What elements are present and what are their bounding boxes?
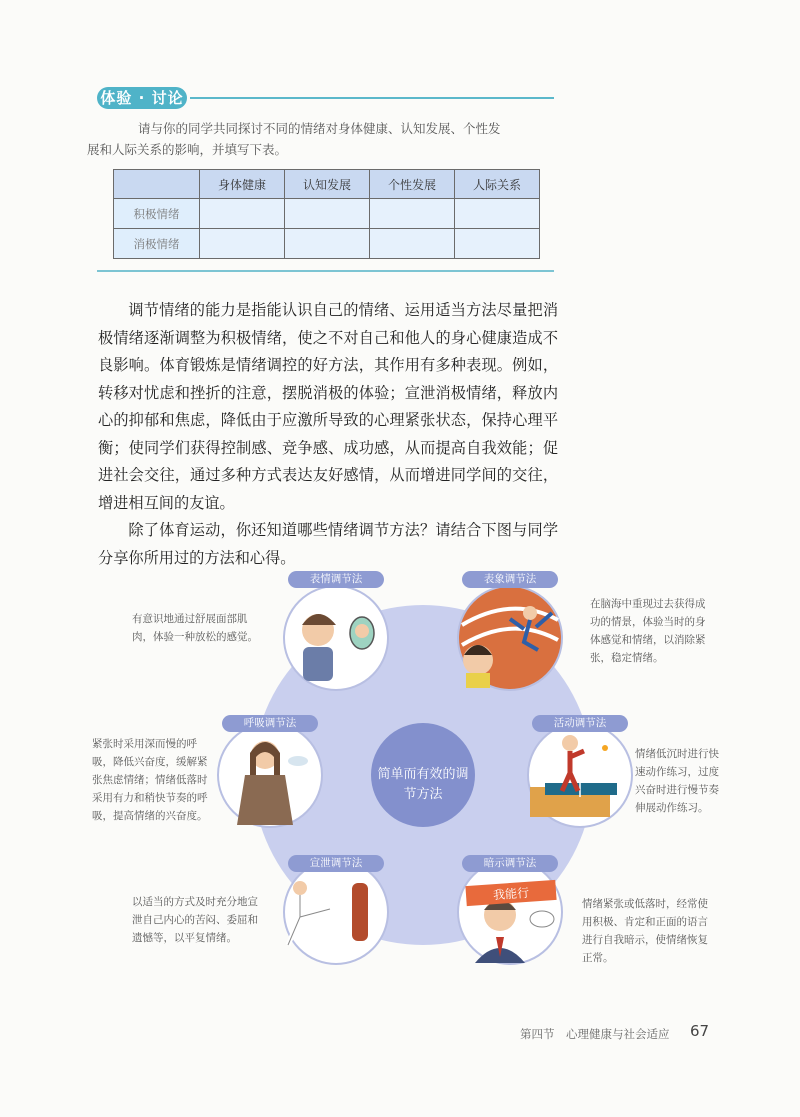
- caption-imagery: 表象调节法: [462, 571, 558, 588]
- header-divider: [190, 97, 554, 99]
- center-label: 简单而有效的调节方法: [377, 767, 469, 802]
- illustration-venting: [284, 860, 388, 964]
- illustration-suggestion: [458, 860, 562, 964]
- instruction-line-2: 展和人际关系的影响，并填写下表。: [87, 142, 288, 157]
- box-bottom-divider: [97, 270, 554, 272]
- instruction-text: [87, 118, 553, 160]
- illustration-expression: [284, 586, 388, 690]
- emotion-table: [113, 169, 540, 259]
- page-number: 67: [690, 1022, 710, 1040]
- table-header-cell: 身体健康: [200, 170, 285, 199]
- sign-text: 我能行: [492, 885, 530, 903]
- blank-cell[interactable]: [200, 229, 285, 259]
- table-header-row: [114, 170, 540, 199]
- table-row: [114, 229, 540, 259]
- blank-cell[interactable]: [455, 199, 540, 229]
- desc-breathing: 紧张时采用深而慢的呼吸，降低兴奋度，缓解紧张焦虑情绪；情绪低落时采用有力和稍快节奏的呼吸，提高情绪的兴奋度。: [92, 738, 208, 822]
- caption-expression: 表情调节法: [288, 571, 384, 588]
- caption-breathing: 呼吸调节法: [222, 715, 318, 732]
- illustration-breathing: [218, 723, 322, 827]
- section-tag: 体验 · 讨论: [97, 87, 187, 109]
- caption-venting: 宣泄调节法: [288, 855, 384, 872]
- paragraph-2: 除了体育运动，你还知道哪些情绪调节方法？请结合下图与同学分享你所用过的方法和心得。: [98, 521, 558, 567]
- desc-imagery: 在脑海中重现过去获得成功的情景，体验当时的身体感觉和情绪，以消除紧张，稳定情绪。: [590, 598, 706, 664]
- table-header-cell: 个性发展: [370, 170, 455, 199]
- desc-expression: 有意识地通过舒展面部肌肉，体验一种放松的感觉。: [132, 613, 258, 643]
- table-header-cell: 人际关系: [455, 170, 540, 199]
- caption-suggestion: 暗示调节法: [462, 855, 558, 872]
- caption-activity: 活动调节法: [532, 715, 628, 732]
- illustration-imagery: [458, 586, 562, 690]
- desc-suggestion: 情绪紧张或低落时，经常使用积极、肯定和正面的语言进行自我暗示，使情绪恢复正常。: [582, 898, 708, 964]
- footer-section: 第四节 心理健康与社会适应: [520, 1027, 670, 1041]
- blank-cell[interactable]: [285, 199, 370, 229]
- desc-activity: 情绪低沉时进行快速动作练习，过度兴奋时进行慢节奏伸展动作练习。: [635, 748, 719, 814]
- blank-cell[interactable]: [285, 229, 370, 259]
- row-label: 积极情绪: [114, 199, 200, 229]
- row-label: 消极情绪: [114, 229, 200, 259]
- paragraph-1: 调节情绪的能力是指能认识自己的情绪、运用适当方法尽量把消极情绪逐渐调整为积极情绪，使之不对自己和他人的身心健康造成不良影响。体育锻炼是情绪调控的好方法，其作用有多种表现。例如，转移对忧虑和挫折的注意，摆脱消极的体验；宣泄消极情绪，释放内心的抑郁和焦虑，降低由于应激所导致的心理紧张状态，保持心理平衡；使同学们获得控制感、竞争感、成功感，从而提高自我效能；促进社会交往，通过多种方式表达友好感情，从而增进同学间的交往，增进相互间的友谊。: [98, 301, 558, 512]
- instruction-line-1: 请与你的同学共同探讨不同的情绪对身体健康、认知发展、个性发: [138, 121, 501, 136]
- blank-cell[interactable]: [370, 199, 455, 229]
- blank-cell[interactable]: [200, 199, 285, 229]
- blank-cell[interactable]: [370, 229, 455, 259]
- regulation-methods-diagram: [90, 565, 730, 985]
- table-header-cell: [114, 170, 200, 199]
- desc-venting: 以适当的方式及时充分地宣泄自己内心的苦闷、委屈和遗憾等，以平复情绪。: [132, 896, 258, 944]
- table-header-cell: 认知发展: [285, 170, 370, 199]
- illustration-activity: [528, 723, 632, 827]
- table-row: [114, 199, 540, 229]
- body-text: [98, 297, 558, 572]
- blank-cell[interactable]: [455, 229, 540, 259]
